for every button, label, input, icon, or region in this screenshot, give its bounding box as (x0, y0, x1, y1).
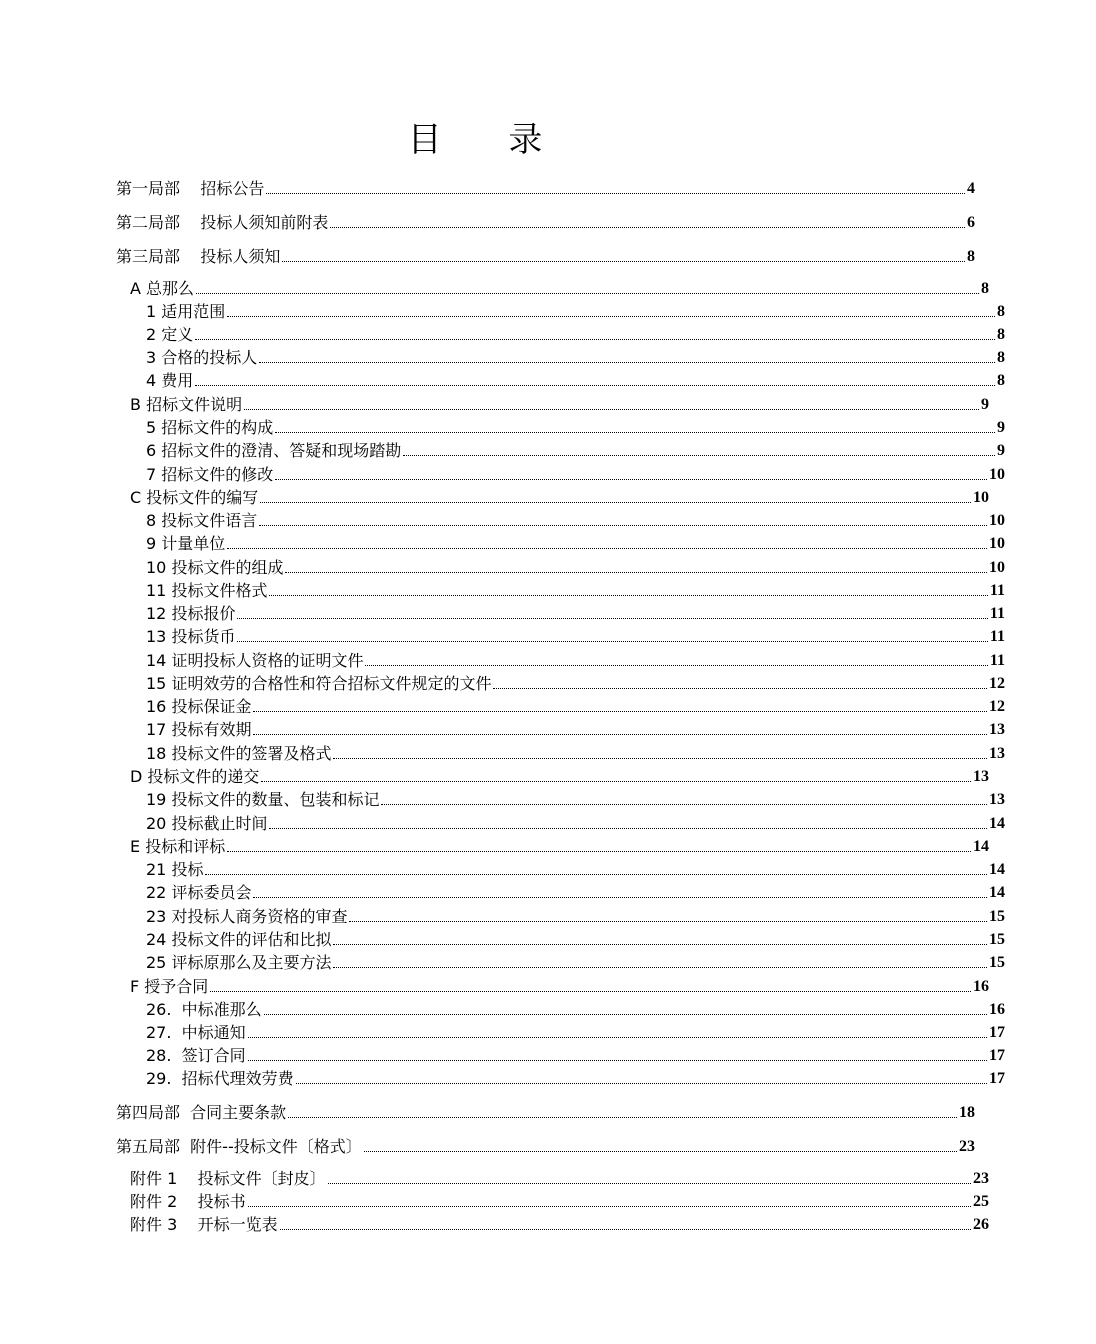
toc-entry[interactable] (0, 531, 1096, 554)
dot-leader (493, 688, 987, 689)
dot-leader (260, 502, 971, 503)
toc-entry-page: 11 (989, 582, 1005, 599)
toc-entry-page: 18 (959, 1104, 975, 1121)
toc-entry[interactable] (0, 1212, 1080, 1235)
toc-entry-label: 11 投标文件格式 (146, 581, 268, 600)
dot-leader (364, 1151, 957, 1152)
page-title: 目 录 (407, 120, 571, 160)
toc-entry-page: 17 (989, 1070, 1005, 1087)
dot-leader (253, 734, 987, 735)
toc-entry-page: 14 (989, 884, 1005, 901)
toc-entry-label: C 投标文件的编写 (130, 488, 259, 507)
toc-entry-page: 10 (973, 489, 989, 506)
toc-entry[interactable] (0, 787, 1096, 810)
toc-entry-page: 8 (997, 349, 1005, 366)
dot-leader (227, 316, 995, 317)
toc-entry[interactable] (0, 950, 1096, 973)
toc-entry-label: 7 招标文件的修改 (146, 465, 274, 484)
toc-entry-label: 第三局部 投标人须知 (116, 247, 281, 266)
toc-entry[interactable] (0, 392, 1080, 415)
dot-leader (237, 641, 987, 642)
toc-entry[interactable] (0, 857, 1096, 880)
toc-entry[interactable] (0, 624, 1096, 647)
toc-entry-label: 12 投标报价 (146, 604, 236, 623)
toc-entry-page: 15 (989, 954, 1005, 971)
toc-entry-page: 13 (989, 721, 1005, 738)
toc-entry-label: 14 证明投标人资格的证明文件 (146, 651, 364, 670)
toc-entry-page: 14 (989, 815, 1005, 832)
toc-entry-page: 6 (967, 214, 975, 231)
toc-entry-page: 13 (989, 791, 1005, 808)
toc-entry-label: A 总那么 (130, 279, 195, 298)
toc-entry-label: 29. 招标代理效劳费 (146, 1069, 294, 1088)
toc-entry-label: F 授予合同 (130, 977, 209, 996)
toc-entry[interactable] (0, 1043, 1096, 1066)
toc-entry[interactable] (0, 1020, 1096, 1043)
toc-entry[interactable] (0, 834, 1080, 857)
dot-leader (264, 1014, 987, 1015)
toc-entry-page: 23 (959, 1138, 975, 1155)
toc-entry-page: 25 (973, 1193, 989, 1210)
dot-leader (244, 409, 979, 410)
dot-leader (196, 293, 979, 294)
dot-leader (205, 874, 987, 875)
toc-entry[interactable] (0, 345, 1096, 368)
dot-leader (227, 548, 987, 549)
dot-leader (288, 1117, 957, 1118)
toc-entry-label: 19 投标文件的数量、包装和标记 (146, 790, 380, 809)
toc-entry[interactable] (0, 415, 1096, 438)
toc-entry[interactable] (0, 1134, 1066, 1157)
toc-entry[interactable] (0, 601, 1096, 624)
toc-entry[interactable] (0, 1100, 1066, 1123)
toc-entry-label: 18 投标文件的签署及格式 (146, 744, 332, 763)
toc-entry-page: 17 (989, 1047, 1005, 1064)
toc-entry-page: 15 (989, 908, 1005, 925)
toc-entry-label: 第二局部 投标人须知前附表 (116, 213, 329, 232)
toc-entry[interactable] (0, 244, 1066, 267)
toc-entry-label: 第一局部 招标公告 (116, 179, 265, 198)
dot-leader (381, 804, 987, 805)
dot-leader (296, 1083, 987, 1084)
toc-entry-page: 10 (989, 512, 1005, 529)
toc-entry[interactable] (0, 555, 1096, 578)
toc-entry-label: 27. 中标通知 (146, 1023, 246, 1042)
toc-entry-label: 第四局部 合同主要条款 (116, 1103, 287, 1122)
toc-entry-label: 16 投标保证金 (146, 697, 252, 716)
toc-entry-label: 2 定义 (146, 325, 194, 344)
toc-entry-page: 9 (997, 442, 1005, 459)
toc-entry-label: 6 招标文件的澄清、答疑和现场踏勘 (146, 441, 402, 460)
toc-entry[interactable] (0, 811, 1096, 834)
toc-entry[interactable] (0, 176, 1066, 199)
toc-entry[interactable] (0, 299, 1096, 322)
dot-leader (269, 828, 987, 829)
toc-entry-label: 22 评标委员会 (146, 883, 252, 902)
toc-entry[interactable] (0, 694, 1096, 717)
toc-entry-label: 20 投标截止时间 (146, 814, 268, 833)
toc-entry-page: 11 (989, 652, 1005, 669)
toc-entry[interactable] (0, 927, 1096, 950)
toc-entry-label: 附件 2 投标书 (130, 1192, 246, 1211)
toc-entry[interactable] (0, 438, 1096, 461)
dot-leader (269, 595, 987, 596)
toc-entry-label: 25 评标原那么及主要方法 (146, 953, 332, 972)
toc-entry-page: 14 (973, 838, 989, 855)
toc-entry-label: 8 投标文件语言 (146, 511, 258, 530)
toc-entry[interactable] (0, 276, 1080, 299)
toc-entry-page: 9 (997, 419, 1005, 436)
toc-entry[interactable] (0, 764, 1080, 787)
toc-entry-page: 12 (989, 675, 1005, 692)
toc-entry[interactable] (0, 741, 1096, 764)
toc-entry-page: 8 (967, 248, 975, 265)
toc-entry-page: 10 (989, 535, 1005, 552)
toc-entry[interactable] (0, 462, 1096, 485)
toc-entry-label: 9 计量单位 (146, 534, 226, 553)
toc-entry-label: 附件 1 投标文件〔封皮〕 (130, 1169, 326, 1188)
toc-entry[interactable] (0, 578, 1096, 601)
toc-entry-page: 13 (989, 745, 1005, 762)
dot-leader (237, 618, 987, 619)
dot-leader (210, 991, 971, 992)
toc-entry-page: 8 (981, 280, 989, 297)
toc-entry-label: D 投标文件的递交 (130, 767, 260, 786)
toc-entry-label: 第五局部 附件--投标文件〔格式〕 (116, 1137, 362, 1156)
dot-leader (330, 227, 965, 228)
dot-leader (275, 432, 995, 433)
toc-entry-page: 10 (989, 559, 1005, 576)
toc-entry-label: 1 适用范围 (146, 302, 226, 321)
toc-entry[interactable] (0, 368, 1096, 391)
dot-leader (349, 921, 987, 922)
toc-entry[interactable] (0, 974, 1080, 997)
toc-entry-page: 26 (973, 1216, 989, 1233)
toc-entry-label: 5 招标文件的构成 (146, 418, 274, 437)
dot-leader (282, 261, 965, 262)
dot-leader (195, 385, 995, 386)
dot-leader (259, 362, 995, 363)
toc-entry-label: E 投标和评标 (130, 837, 226, 856)
toc-entry-label: 28. 签订合同 (146, 1046, 246, 1065)
toc-entry-page: 10 (989, 466, 1005, 483)
toc-entry[interactable] (0, 717, 1096, 740)
dot-leader (253, 711, 987, 712)
toc-entry[interactable] (0, 485, 1080, 508)
toc-entry-page: 14 (989, 861, 1005, 878)
dot-leader (328, 1183, 971, 1184)
toc-entry[interactable] (0, 997, 1096, 1020)
toc-entry[interactable] (0, 322, 1096, 345)
toc-entry-page: 11 (989, 628, 1005, 645)
toc-entry-page: 16 (973, 978, 989, 995)
toc-entry[interactable] (0, 1066, 1096, 1089)
dot-leader (253, 897, 987, 898)
toc-entry-label: B 招标文件说明 (130, 395, 243, 414)
toc-entry-label: 26. 中标准那么 (146, 1000, 262, 1019)
dot-leader (333, 967, 987, 968)
toc-entry-page: 12 (989, 698, 1005, 715)
toc-entry-label: 4 费用 (146, 371, 194, 390)
toc-entry-page: 11 (989, 605, 1005, 622)
toc-entry[interactable] (0, 880, 1096, 903)
toc-entry-page: 16 (989, 1001, 1005, 1018)
dot-leader (365, 665, 987, 666)
dot-leader (333, 758, 987, 759)
toc-entry[interactable] (0, 508, 1096, 531)
toc-entry[interactable] (0, 648, 1096, 671)
toc-entry[interactable] (0, 904, 1096, 927)
toc-entry[interactable] (0, 671, 1096, 694)
toc-entry-page: 23 (973, 1170, 989, 1187)
toc-entry-page: 8 (997, 372, 1005, 389)
toc-entry-label: 17 投标有效期 (146, 720, 252, 739)
dot-leader (266, 193, 965, 194)
dot-leader (333, 944, 987, 945)
toc-entry-label: 附件 3 开标一览表 (130, 1215, 278, 1234)
dot-leader (248, 1037, 987, 1038)
dot-leader (195, 339, 995, 340)
toc-entry-page: 15 (989, 931, 1005, 948)
toc-entry-label: 15 证明效劳的合格性和符合招标文件规定的文件 (146, 674, 492, 693)
toc-entry[interactable] (0, 1166, 1080, 1189)
toc-entry-label: 21 投标 (146, 860, 204, 879)
dot-leader (248, 1206, 971, 1207)
toc-entry-label: 3 合格的投标人 (146, 348, 258, 367)
toc-entry-page: 8 (997, 303, 1005, 320)
dot-leader (259, 525, 987, 526)
dot-leader (285, 572, 987, 573)
dot-leader (248, 1060, 987, 1061)
dot-leader (275, 479, 987, 480)
toc-entry-page: 13 (973, 768, 989, 785)
toc-entry-page: 9 (981, 396, 989, 413)
toc-entry[interactable] (0, 210, 1066, 233)
toc-entry-label: 24 投标文件的评估和比拟 (146, 930, 332, 949)
toc-entry-page: 4 (967, 180, 975, 197)
toc-entry[interactable] (0, 1189, 1080, 1212)
toc-entry-label: 13 投标货币 (146, 627, 236, 646)
dot-leader (403, 455, 995, 456)
dot-leader (280, 1229, 971, 1230)
toc-entry-page: 17 (989, 1024, 1005, 1041)
toc-entry-page: 8 (997, 326, 1005, 343)
toc-entry-label: 23 对投标人商务资格的审查 (146, 907, 348, 926)
dot-leader (261, 781, 971, 782)
dot-leader (227, 851, 971, 852)
toc-entry-label: 10 投标文件的组成 (146, 558, 284, 577)
